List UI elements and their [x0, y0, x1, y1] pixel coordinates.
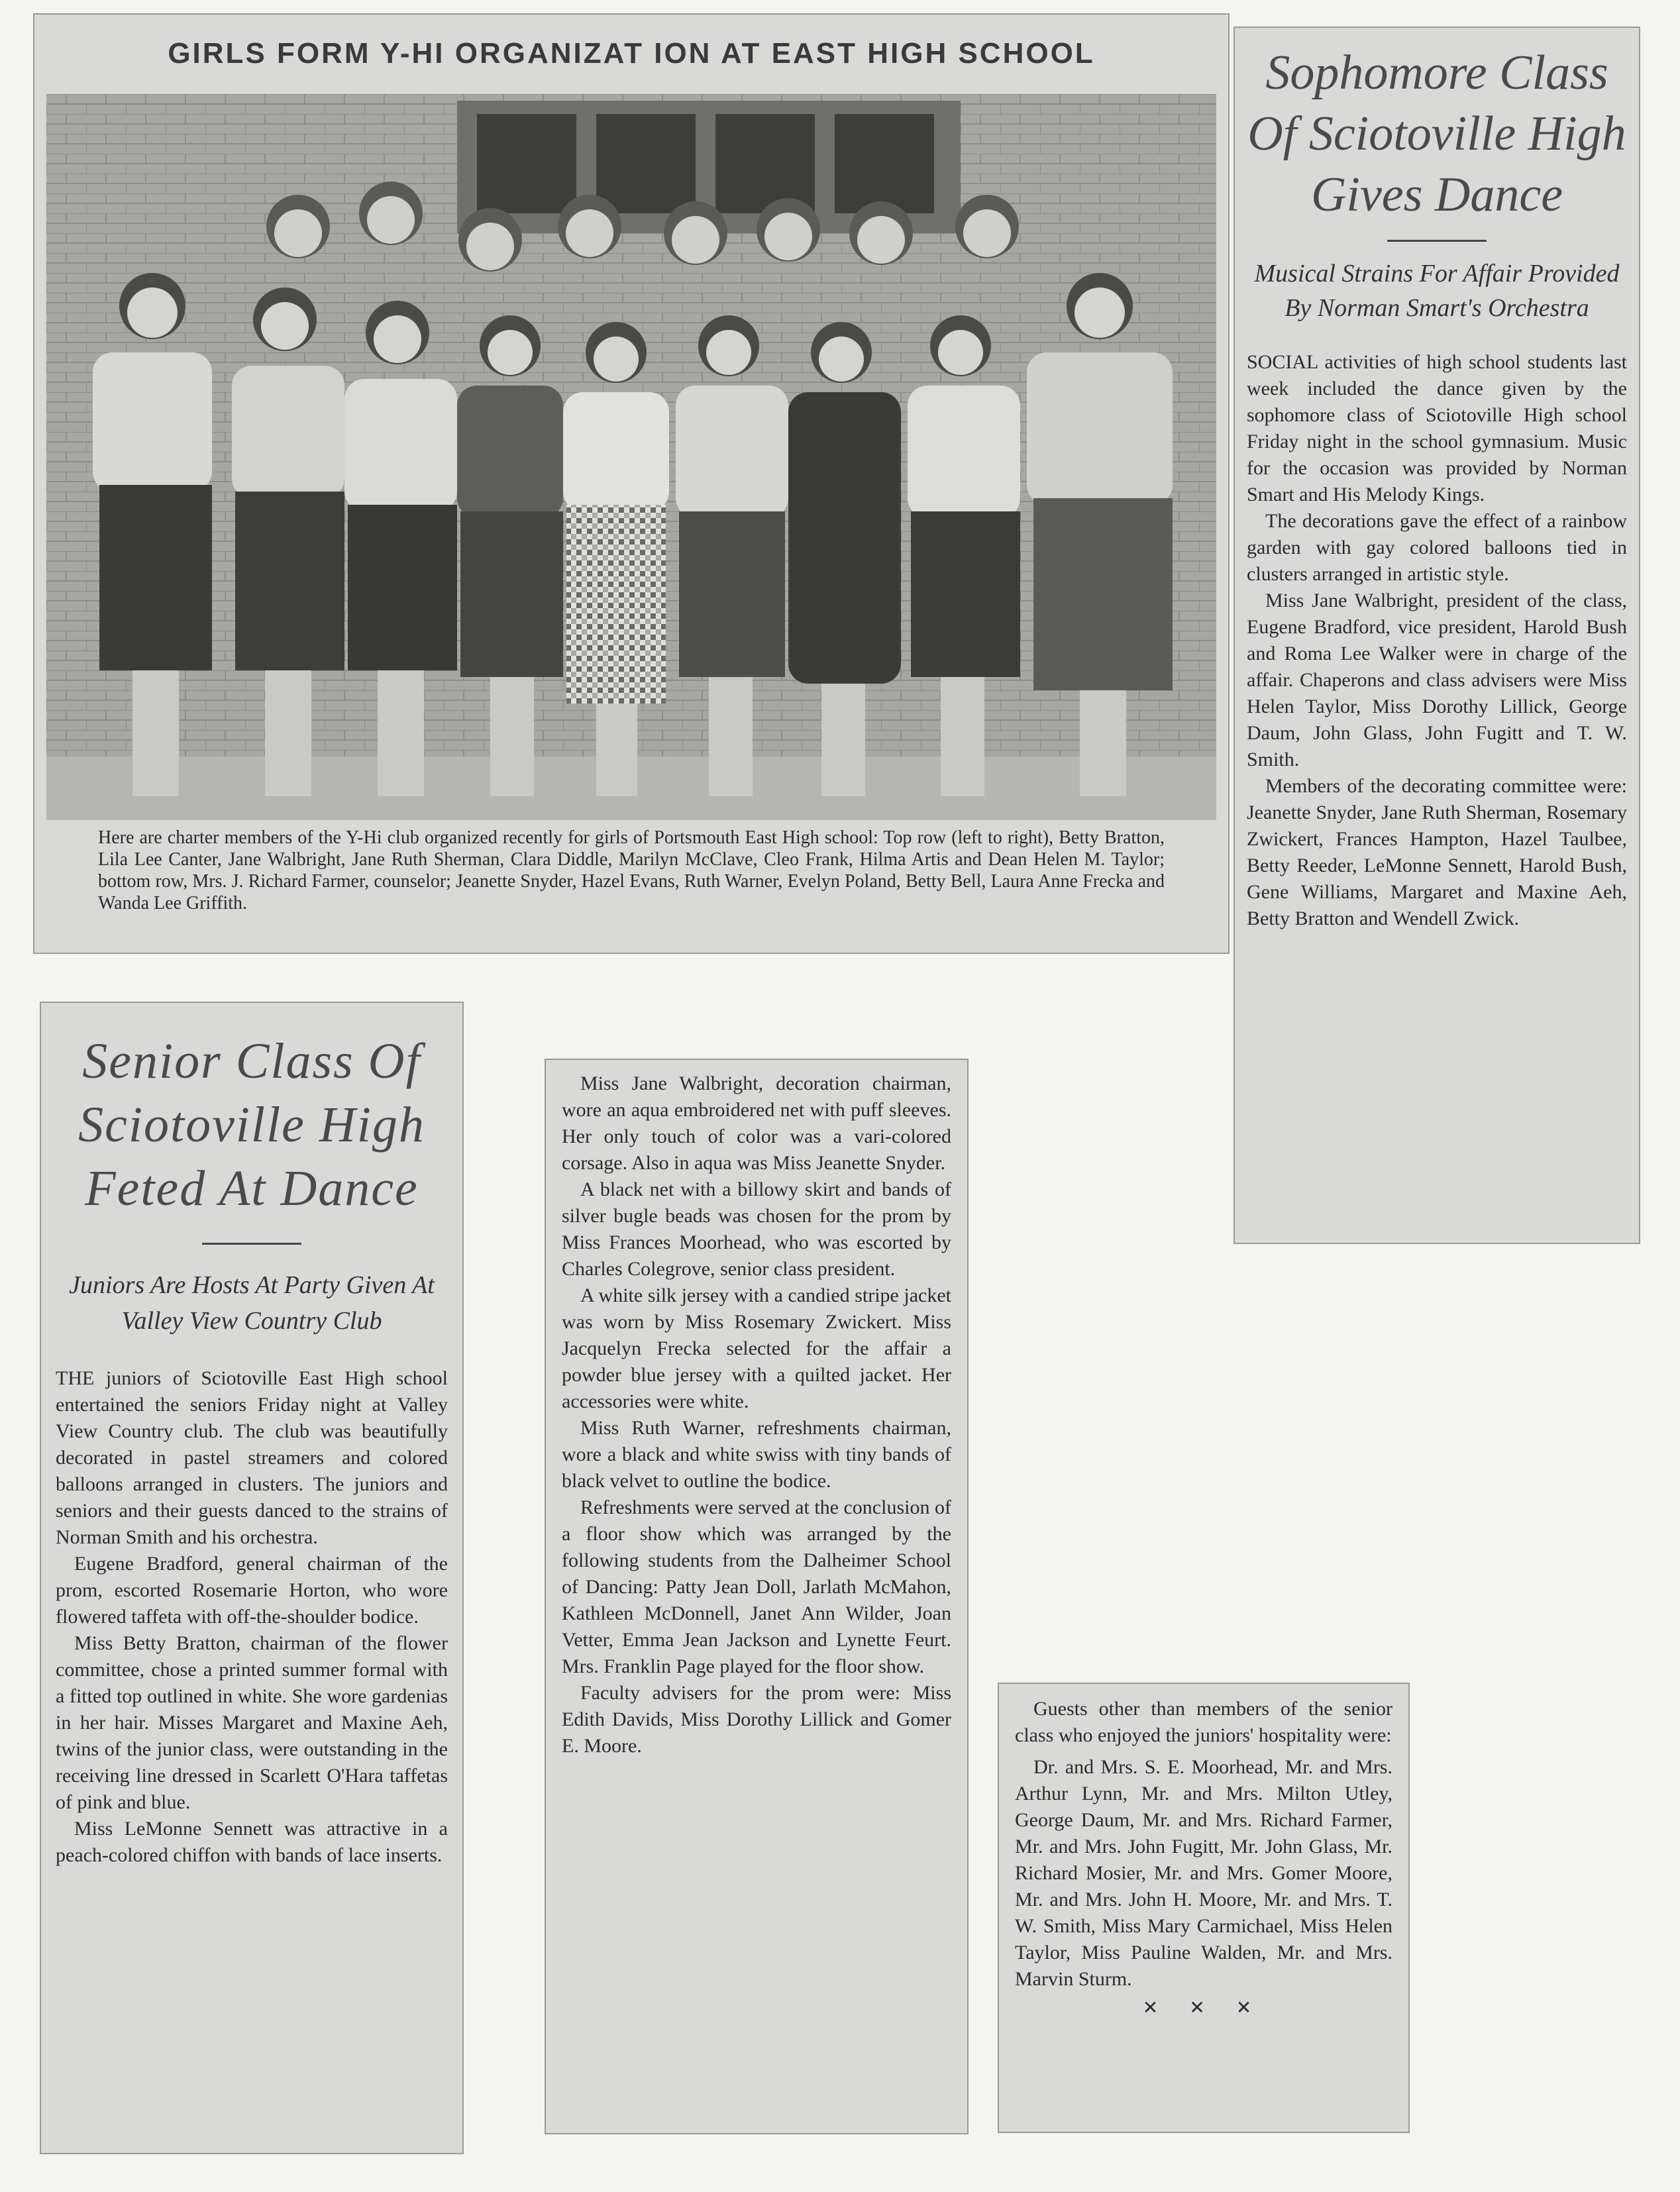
sophomore-headline: Sophomore Class Of Sciotoville High Gives Dance — [1247, 46, 1626, 222]
guests-list: Dr. and Mrs. S. E. Moorhead, Mr. and Mrs. Arthur Lynn, Mr. and Mrs. Milton Utley, George Daum, Mr. and Mrs. Richard Farmer, Mr. and Mrs. John Fugitt, Mr. John Glass, Mr. Richard Mosier, Mr. and Mrs. Gomer Moore, Mr. and Mrs. John H. Moore, Mr. and Mrs. T. W. Smith, Miss Mary Carmichael, Miss Helen Taylor, Miss Pauline Walden, Mr. and Mrs. Marvin Sturm. — [1015, 1756, 1392, 1990]
middle-column — [545, 1059, 969, 2134]
sophomore-paragraph: Members of the decorating committee were: Jeanette Snyder, Jane Ruth Sherman, Rosemary Zwickert, Frances Hampton, Hazel Taulbee, Betty Reeder, LeMonne Sennett, Harold Bush, Gene Williams, Margaret and Maxine Aeh, Betty Bratton and Wendell Zwick. — [1247, 775, 1627, 929]
middle-paragraph: Miss Ruth Warner, refreshments chairman, wore a black and white swiss with tiny bands of black velvet to outline the bodice. — [562, 1417, 951, 1492]
guests-column — [998, 1683, 1410, 2133]
middle-paragraph: Miss Jane Walbright, decoration chairman, wore an aqua embroidered net with puff sleeves. Her only touch of color was a vari-colored corsage. Also in aqua was Miss Jeanette Snyder. — [562, 1072, 951, 1174]
sophomore-paragraph: The decorations gave the effect of a rainbow garden with gay colored balloons tied in clusters arranged in artistic style. — [1247, 510, 1627, 585]
senior-headline: Senior Class Of Sciotoville High Feted At Dance — [78, 1033, 425, 1216]
sophomore-rule — [1387, 240, 1487, 242]
senior-rule — [202, 1243, 301, 1245]
senior-paragraph: Eugene Bradford, general chairman of the prom, escorted Rosemarie Horton, who wore flowered taffeta with off-the-shoulder bodice. — [56, 1553, 448, 1628]
middle-paragraph: A white silk jersey with a candied stripe jacket was worn by Miss Rosemary Zwickert. Miss Jacquelyn Frecka selected for the affair a powder blue jersey with a quilted jacket. Her accessories were white. — [562, 1284, 951, 1412]
senior-paragraph: Miss Betty Bratton, chairman of the flower committee, chose a printed summer formal with a fitted top outlined in white. She wore gardenias in her hair. Misses Margaret and Maxine Aeh, twins of the junior class, were outstanding in the receiving line dressed in Scarlett O'Hara taffetas of pink and blue. — [56, 1632, 448, 1813]
photo-title: GIRLS FORM Y-HI ORGANIZAT ION AT EAST HIGH SCHOOL — [168, 37, 1095, 70]
senior-paragraph: Miss LeMonne Sennett was attractive in a peach-colored chiffon with bands of lace inserts. — [56, 1818, 448, 1866]
middle-paragraph: Refreshments were served at the conclusion of a floor show which was arranged by the following students from the Dalheimer School of Dancing: Patty Jean Doll, Jarlath McMahon, Kathleen McDonnell, Janet Ann Wilder, Joan Vetter, Emma Jean Jackson and Lynette Feurt. Mrs. Franklin Page played for the floor show. — [562, 1496, 951, 1677]
senior-paragraph: THE juniors of Sciotoville East High school entertained the seniors Friday night at Valley View Country club. The club was beautifully decorated in pastel streamers and colored balloons arranged in clusters. The juniors and seniors and their guests danced to the strains of Norman Smith and his orchestra. — [56, 1367, 448, 1548]
sophomore-article — [1234, 26, 1640, 1244]
sophomore-subhead: Musical Strains For Affair Provided By Norman Smart's Orchestra — [1254, 260, 1620, 322]
group-photo-image — [46, 94, 1216, 820]
middle-paragraph: A black net with a billowy skirt and bands of silver bugle beads was chosen for the prom by Miss Frances Moorhead, who was escorted by Charles Colegrove, senior class president. — [562, 1178, 951, 1280]
sophomore-paragraph: SOCIAL activities of high school students last week included the dance given by the sophomore class of Sciotoville High school Friday night in the school gymnasium. Music for the occasion was provided by Norman Smart and His Melody Kings. — [1247, 351, 1627, 505]
group-photo — [46, 94, 1216, 820]
photo-article — [33, 13, 1230, 954]
sophomore-paragraph: Miss Jane Walbright, president of the class, Eugene Bradford, vice president, Harold Bush and Roma Lee Walker were in charge of the affair. Chaperons and class advisers were Miss Helen Taylor, Miss Dorothy Lillick, George Daum, John Glass, John Fugitt and T. W. Smith. — [1247, 590, 1627, 770]
senior-subhead: Juniors Are Hosts At Party Given At Valley View Country Club — [69, 1271, 435, 1335]
photo-caption: Here are charter members of the Y-Hi club organized recently for girls of Portsmouth East High school: Top row (left to right), Betty Bratton, Lila Lee Canter, Jane Walbright, Jane Ruth Sherman, Clara Diddle, Marilyn McClave, Cleo Frank, Hilma Artis and Dean Helen M. Taylor; bottom row, Mrs. J. Richard Farmer, counselor; Jeanette Snyder, Hazel Evans, Ruth Warner, Evelyn Poland, Betty Bell, Laura Anne Frecka and Wanda Lee Griffith. — [98, 827, 1165, 913]
senior-article — [40, 1002, 464, 2154]
guests-separator: ✕ ✕ ✕ — [1142, 1998, 1265, 2018]
middle-paragraph: Faculty advisers for the prom were: Miss Edith Davids, Miss Dorothy Lillick and Gomer E. Moore. — [562, 1682, 951, 1757]
guests-intro: Guests other than members of the senior class who enjoyed the juniors' hospitality were: — [1015, 1698, 1392, 1746]
